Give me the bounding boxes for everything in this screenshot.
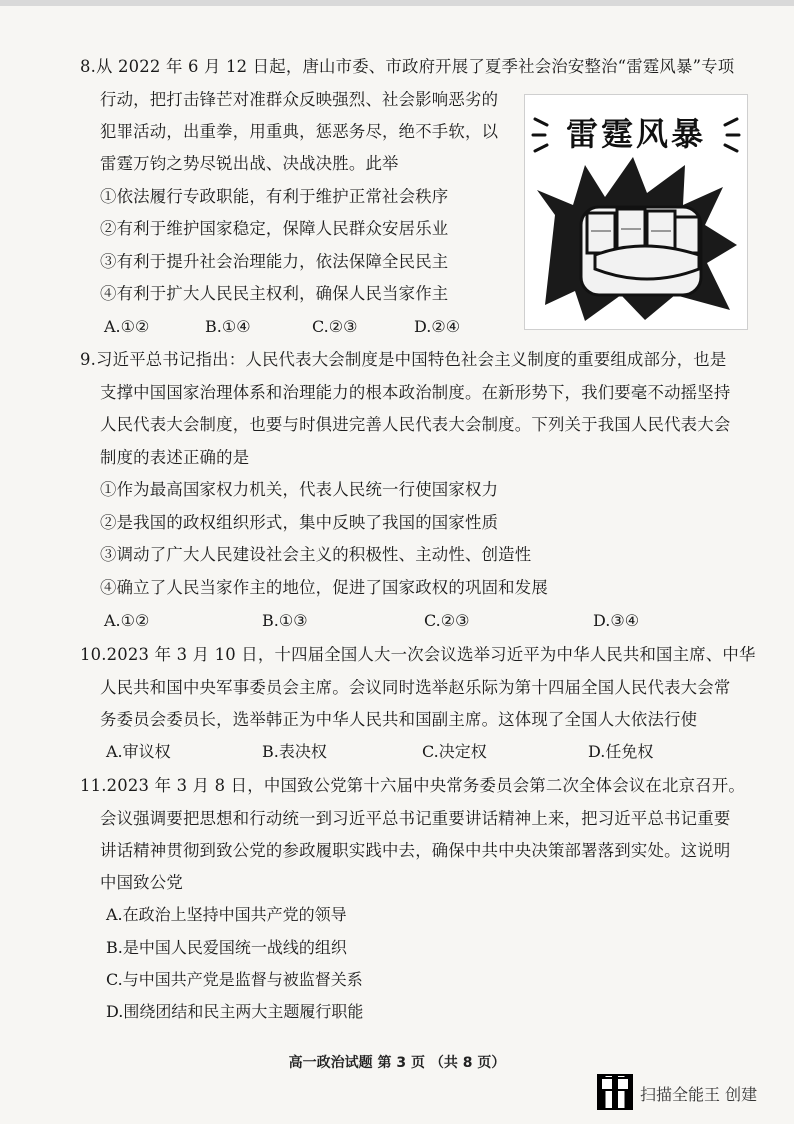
qr-code-icon bbox=[597, 1074, 633, 1110]
q10-option-c: C.决定权 bbox=[422, 742, 487, 761]
q8-option-b: B.①④ bbox=[205, 317, 251, 336]
page-footer: 高一政治试题 第 3 页 （共 8 页） bbox=[288, 1055, 506, 1071]
scanner-watermark: 扫描全能王 创建 bbox=[640, 1085, 758, 1104]
q8-option-d: D.②④ bbox=[414, 317, 461, 336]
q8-line2: 行动，把打击锋芒对准群众反映强烈、社会影响恶劣的 bbox=[100, 90, 499, 109]
q10-option-a: A.审议权 bbox=[106, 742, 171, 761]
q11-option-b: B.是中国人民爱国统一战线的组织 bbox=[106, 938, 347, 957]
q8-option-a: A.①② bbox=[104, 317, 150, 336]
q11-option-d: D.围绕团结和民主两大主题履行职能 bbox=[106, 1002, 364, 1021]
q9-option-d: D.③④ bbox=[593, 611, 640, 630]
q8-statement-4: ④有利于扩大人民民主权利，确保人民当家作主 bbox=[100, 284, 449, 303]
q11-line3: 讲话精神贯彻到致公党的参政履职实践中去，确保中共中央决策部署落到实处。这说明 bbox=[100, 841, 731, 860]
q9-option-a: A.①② bbox=[104, 611, 150, 630]
q9-line3: 人民代表大会制度，也要与时俱进完善人民代表大会制度。下列关于我国人民代表大会 bbox=[100, 415, 731, 434]
q11-line1: 11.2023 年 3 月 8 日，中国致公党第十六届中央常务委员会第二次全体会议在北京召开。 bbox=[80, 776, 745, 795]
q11-line4: 中国致公党 bbox=[100, 873, 183, 892]
fist-icon bbox=[525, 95, 747, 329]
illustration-title: 雷霆风暴 bbox=[565, 115, 706, 153]
q8-line1: 8.从 2022 年 6 月 12 日起，唐山市委、市政府开展了夏季社会治安整治“雷霆风暴”专项 bbox=[80, 57, 735, 76]
q9-option-c: C.②③ bbox=[424, 611, 470, 630]
q10-option-d: D.任免权 bbox=[588, 742, 654, 761]
q8-line4: 雷霆万钧之势尽锐出战、决战决胜。此举 bbox=[100, 154, 399, 173]
q8-option-c: C.②③ bbox=[312, 317, 358, 336]
q9-option-b: B.①③ bbox=[262, 611, 308, 630]
thunderstorm-fist-illustration bbox=[524, 94, 748, 330]
q10-option-b: B.表决权 bbox=[262, 742, 327, 761]
q11-option-c: C.与中国共产党是监督与被监督关系 bbox=[106, 970, 363, 989]
q8-statement-3: ③有利于提升社会治理能力，依法保障全民民主 bbox=[100, 252, 449, 271]
q9-line1: 9.习近平总书记指出：人民代表大会制度是中国特色社会主义制度的重要组成部分，也是 bbox=[80, 350, 727, 369]
q9-statement-4: ④确立了人民当家作主的地位，促进了国家政权的巩固和发展 bbox=[100, 578, 548, 597]
q9-statement-3: ③调动了广大人民建设社会主义的积极性、主动性、创造性 bbox=[100, 545, 532, 564]
q10-line1: 10.2023 年 3 月 10 日，十四届全国人大一次会议选举习近平为中华人民共和国主席、中华 bbox=[80, 645, 756, 664]
q10-line2: 人民共和国中央军事委员会主席。会议同时选举赵乐际为第十四届全国人民代表大会常 bbox=[100, 678, 731, 697]
q11-option-a: A.在政治上坚持中国共产党的领导 bbox=[106, 905, 347, 924]
q10-line3: 务委员会委员长，选举韩正为中华人民共和国副主席。这体现了全国人大依法行使 bbox=[100, 710, 698, 729]
q9-statement-1: ①作为最高国家权力机关，代表人民统一行使国家权力 bbox=[100, 480, 499, 499]
q9-line4: 制度的表述正确的是 bbox=[100, 448, 250, 467]
scan-top-edge bbox=[0, 0, 794, 6]
q8-statement-1: ①依法履行专政职能，有利于维护正常社会秩序 bbox=[100, 187, 449, 206]
q11-line2: 会议强调要把思想和行动统一到习近平总书记重要讲话精神上来，把习近平总书记重要 bbox=[100, 809, 731, 828]
q9-line2: 支撑中国国家治理体系和治理能力的根本政治制度。在新形势下，我们要毫不动摇坚持 bbox=[100, 383, 731, 402]
q8-line3: 犯罪活动，出重拳，用重典，惩恶务尽，绝不手软，以 bbox=[100, 122, 499, 141]
q9-statement-2: ②是我国的政权组织形式，集中反映了我国的国家性质 bbox=[100, 513, 499, 532]
q8-statement-2: ②有利于维护国家稳定，保障人民群众安居乐业 bbox=[100, 219, 449, 238]
